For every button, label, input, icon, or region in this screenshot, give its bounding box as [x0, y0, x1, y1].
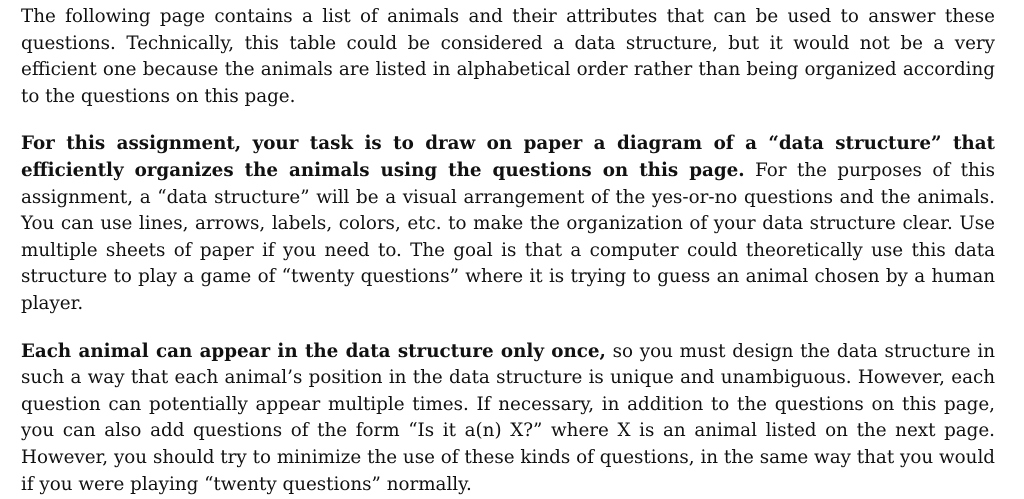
- document-body: [21, 4, 995, 498]
- paragraph-constraints-text: so you must design the data structure in such a way that each animal’s position in the data structure is unique and unambiguous. However, each question can potentially appear multiple times. If necessary, in addition to the questions on this page, you can also add questions of the form “Is it a(n) X?” where X is an animal listed on the next page. However, you should try to minimize the use of these kinds of questions, in the same way that you would if you were playing “twenty questions” normally.: [21, 340, 995, 495]
- paragraph-intro-text: The following page contains a list of animals and their attributes that can be used to answer these questions. Technically, this table could be considered a data structure, but it would not be a very efficient one because the animals are listed in alphabetical order rather than being organized according to the questions on this page.: [21, 6, 995, 107]
- paragraph-assignment-bold: For this assignment, your task is to draw on paper a diagram of a “data structure” that efficiently organizes the animals using the questions on this page.: [21, 133, 995, 181]
- paragraph-intro: [21, 4, 995, 110]
- paragraph-constraints-bold: Each animal can appear in the data structure only once,: [21, 340, 606, 362]
- paragraph-assignment: [21, 131, 995, 317]
- paragraph-constraints: [21, 339, 995, 499]
- paragraph-assignment-text: For the purposes of this assignment, a “data structure” will be a visual arrangement of the yes-or-no questions and the animals. You can use lines, arrows, labels, colors, etc. to make the organization of your data structure clear. Use multiple sheets of paper if you need to. The goal is that a computer could theoretically use this data structure to play a game of “twenty questions” where it is trying to guess an animal chosen by a human player.: [21, 159, 995, 314]
